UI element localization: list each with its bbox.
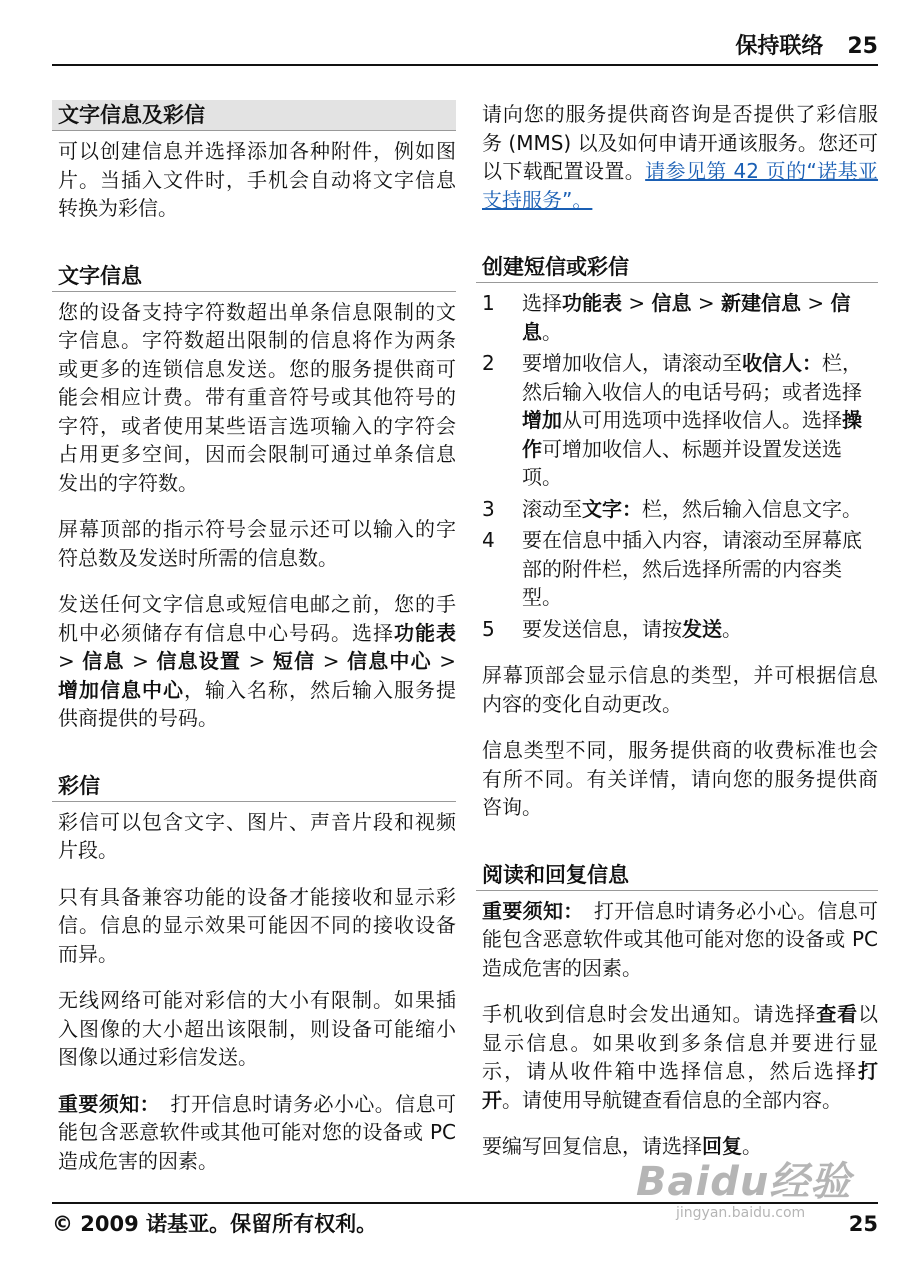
paragraph: 彩信可以包含文字、图片、声音片段和视频片段。	[58, 809, 456, 862]
paragraph: 您的设备支持字符数超出单条信息限制的文字信息。字符数超出限制的信息将作为两条或更多的连锁信息发送。您的服务提供商可能会相应计费。带有重音符号或其他符号的字符，或者使用某些语言选项输入的字符会占用更多空间，因而会限制可通过单条信息发出的字符数。	[58, 299, 456, 495]
paragraph-message-center: 发送任何文字信息或短信电邮之前，您的手机中必须储存有信息中心号码。选择功能表 > 信息 > 信息设置 > 短信 > 信息中心 > 增加信息中心，输入名称，然后输入服务提供商提供的号码。	[58, 592, 457, 730]
nokia-support-link[interactable]: 请参见第 42 页的“诺基亚支持服务”。	[482, 159, 879, 212]
section-title-read-reply: 阅读和回复信息	[476, 860, 878, 891]
section-title-create-message: 创建短信或彩信	[476, 252, 878, 283]
copyright-text: © 2009 诺基亚。保留所有权利。	[52, 1212, 378, 1236]
paragraph: 屏幕顶部的指示符号会显示还可以输入的字符总数及发送时所需的信息数。	[58, 517, 456, 570]
important-notice: 重要须知： 打开信息时请务必小心。信息可能包含恶意软件或其他可能对您的设备或 PC 造成危害的因素。	[58, 1091, 457, 1173]
watermark-url: jingyan.baidu.com	[676, 1205, 806, 1221]
paragraph: 只有具备兼容功能的设备才能接收和显示彩信。信息的显示效果可能因不同的接收设备而异。	[58, 884, 456, 966]
page-footer	[52, 1202, 878, 1244]
paragraph-mms-service: 请向您的服务提供商咨询是否提供了彩信服务 (MMS) 以及如何申请开通该服务。您还可以下载配置设置。请参见第 42 页的“诺基亚支持服务”。	[482, 102, 879, 212]
paragraph: 信息类型不同，服务提供商的收费标准也会有所不同。有关详情，请向您的服务提供商咨询。	[482, 738, 878, 819]
steps-list	[476, 289, 878, 643]
section-title-text-messages: 文字信息	[52, 261, 456, 292]
header-page-number: 25	[847, 34, 878, 59]
footer-page-number: 25	[848, 1212, 878, 1236]
list-item: 1 选择功能表 > 信息 > 新建信息 > 信息。	[482, 291, 851, 344]
left-column	[52, 100, 456, 1193]
list-item: 3 滚动至文字：栏，然后输入信息文字。	[482, 496, 862, 521]
right-column	[476, 100, 878, 1179]
paragraph: 屏幕顶部会显示信息的类型，并可根据信息内容的变化自动更改。	[482, 663, 878, 716]
paragraph: 无线网络可能对彩信的大小有限制。如果插入图像的大小超出该限制，则设备可能缩小图像以通过彩信发送。	[58, 988, 456, 1069]
paragraph-reply: 要编写回复信息，请选择回复。	[482, 1134, 762, 1158]
important-notice: 重要须知： 打开信息时请务必小心。信息可能包含恶意软件或其他可能对您的设备或 PC 造成危害的因素。	[482, 898, 879, 980]
section-title-mms: 彩信	[52, 771, 456, 802]
paragraph: 可以创建信息并选择添加各种附件，例如图片。当插入文件时，手机会自动将文字信息转换为彩信。	[58, 139, 456, 220]
page-header	[52, 30, 878, 66]
list-item: 2 要增加收信人，请滚动至收信人：栏，然后输入收信人的电话号码；或者选择增加从可用选项中选择收信人。选择操作可增加收信人、标题并设置发送选项。	[482, 351, 862, 489]
list-item: 4 要在信息中插入内容，请滚动至屏幕底部的附件栏，然后选择所需的内容类型。	[482, 528, 862, 609]
chapter-title: 保持联络	[735, 34, 824, 59]
list-item: 5 要发送信息，请按发送。	[482, 616, 742, 641]
paragraph-view-messages: 手机收到信息时会发出通知。请选择查看以显示信息。如果收到多条信息并要进行显示，请从收件箱中选择信息，然后选择打开。请使用导航键查看信息的全部内容。	[482, 1002, 879, 1112]
watermark-logo: Baidu经验	[636, 1159, 852, 1205]
section-title-text-and-mms: 文字信息及彩信	[52, 100, 456, 131]
